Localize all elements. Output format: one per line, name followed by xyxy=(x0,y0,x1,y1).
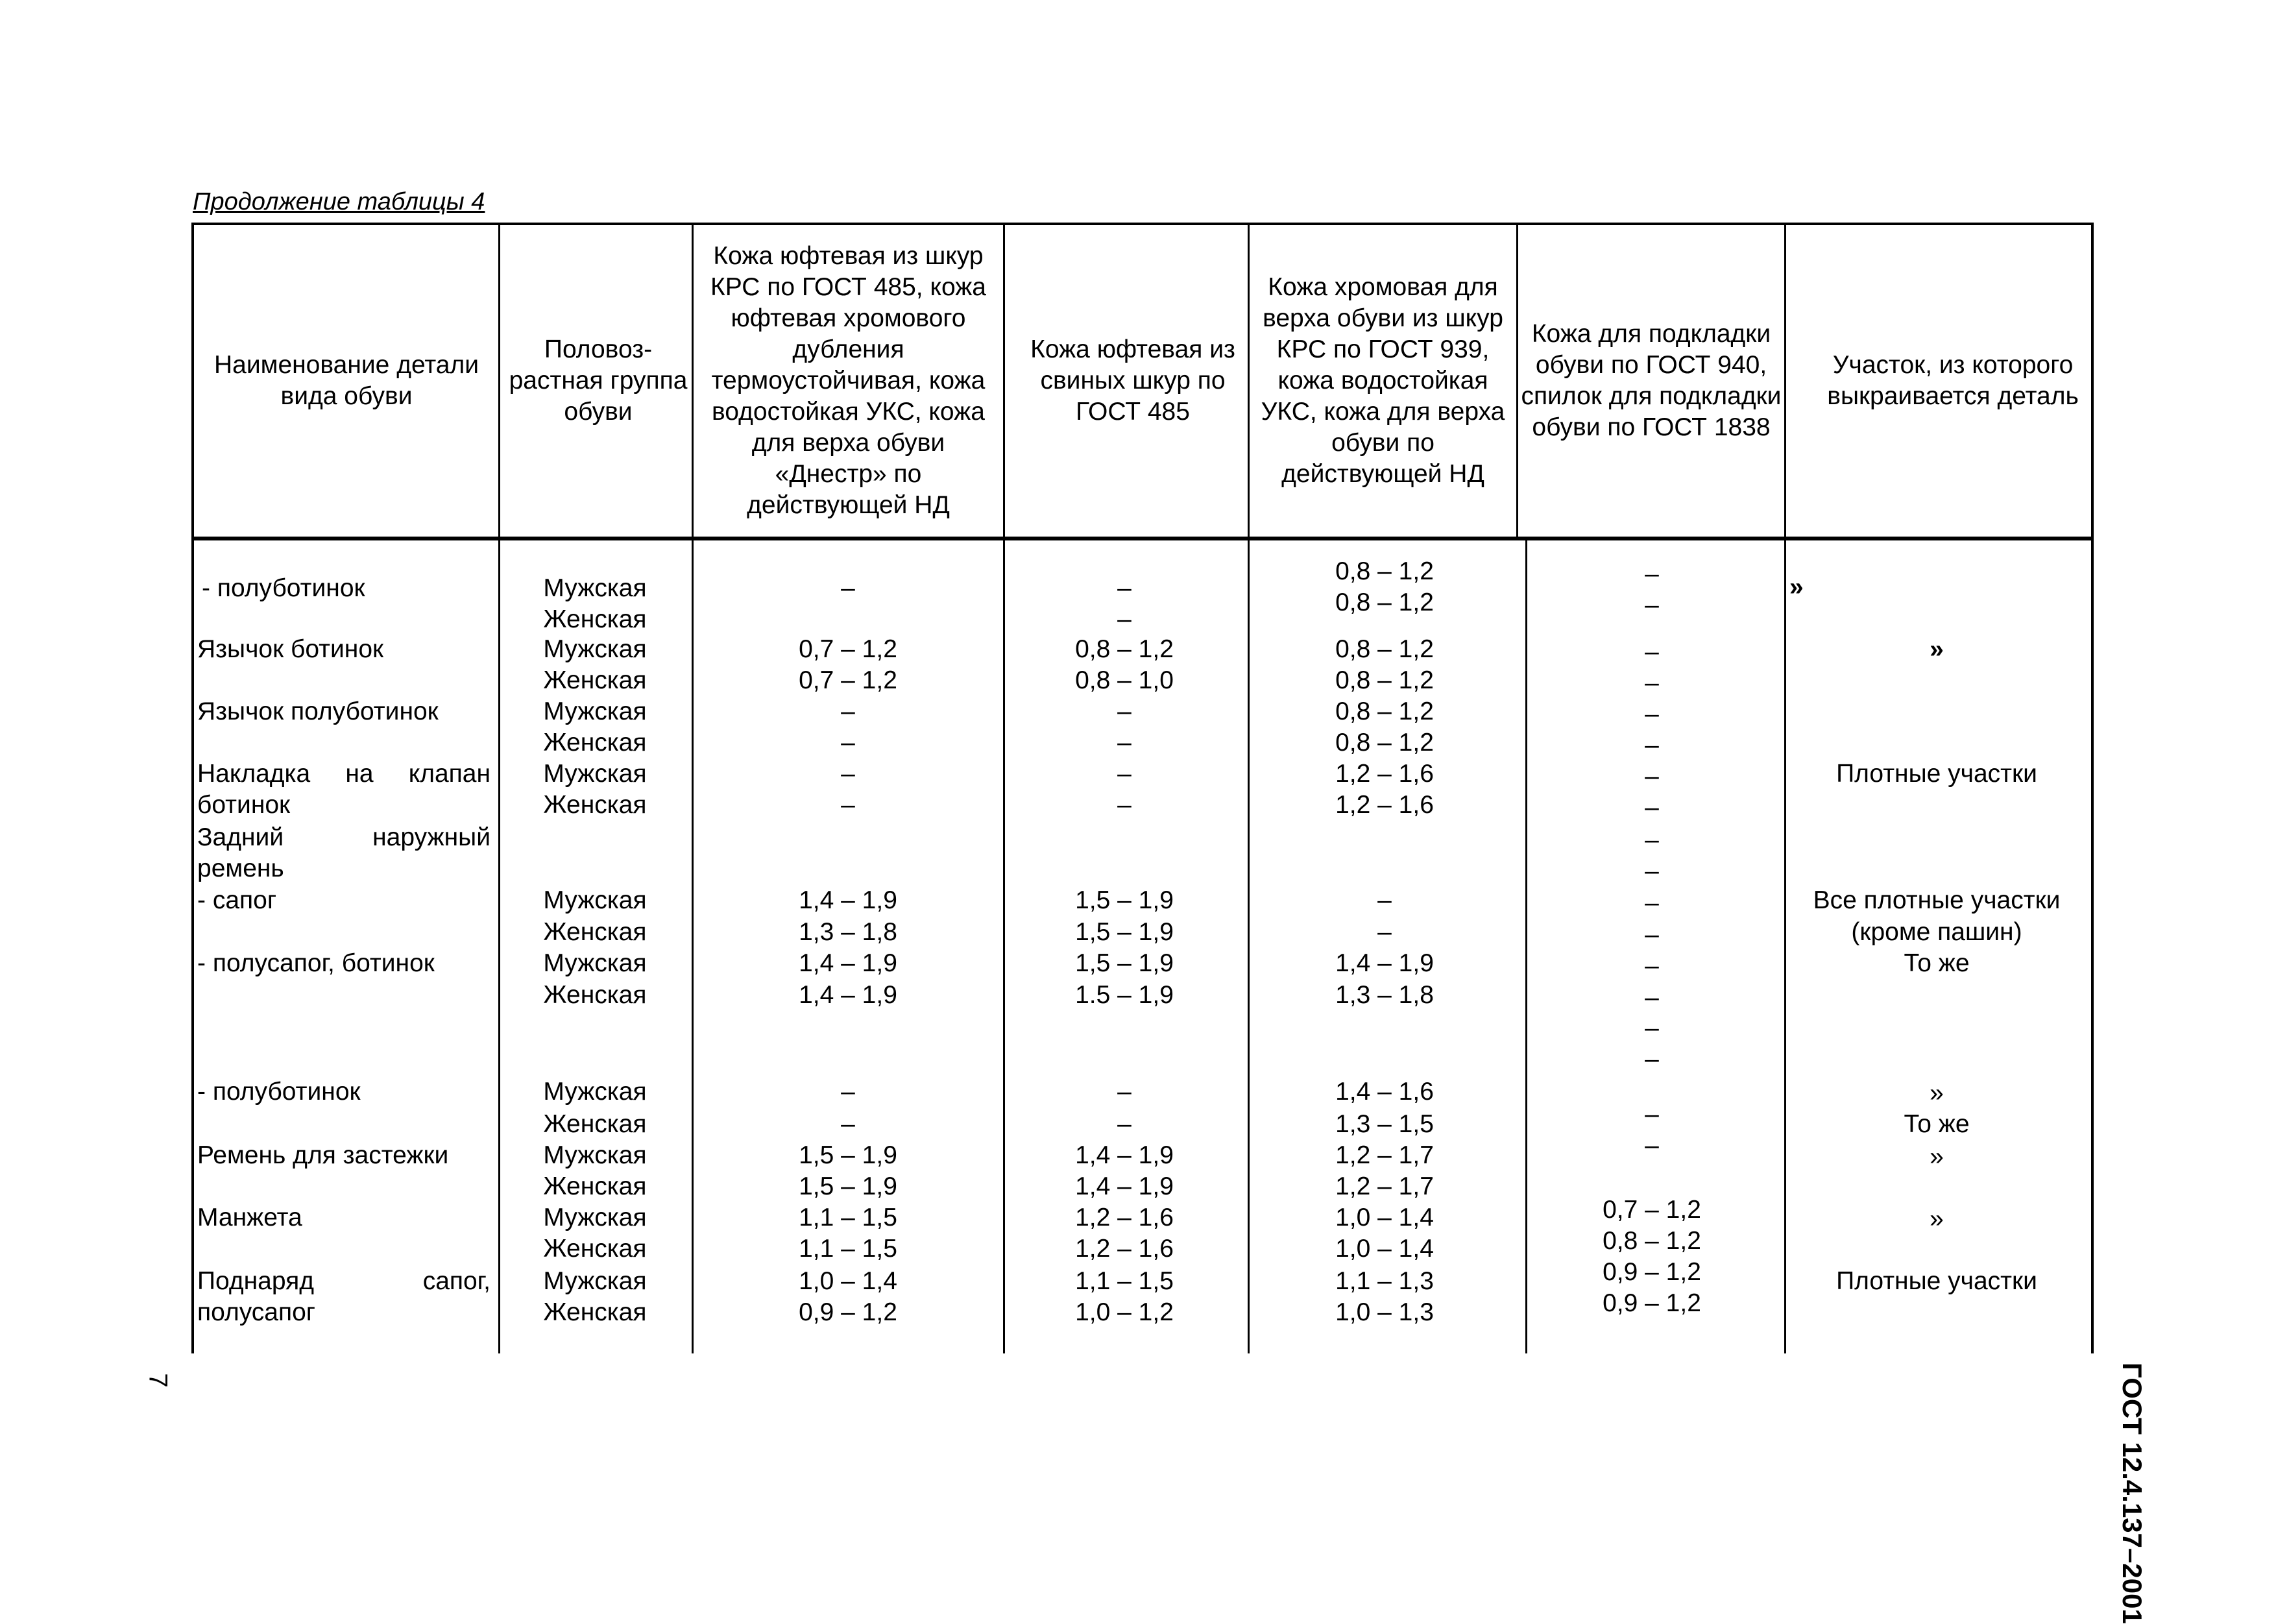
gender-group: Мужская xyxy=(543,574,647,602)
header-divider xyxy=(1784,223,1786,539)
thickness-value: – xyxy=(1117,574,1132,602)
header-cell: Наименование детали вида обуви xyxy=(214,351,479,410)
thickness-value: 0,8 – 1,2 xyxy=(1075,635,1174,663)
cut-area: Все плотные участки xyxy=(1813,886,2061,914)
header-cell: Кожа юфтевая из шкур КРС по ГОСТ 485, кожа юфтевая хромового дубления термоустойчивая, кожа водостойкая УКС, кожа для верха обуви «Днестр» по действующей НД xyxy=(710,242,986,519)
thickness-value: 0,9 – 1,2 xyxy=(799,1298,897,1326)
lining-value: – xyxy=(1645,1132,1659,1159)
page-number: 7 xyxy=(143,1373,173,1388)
thickness-value: 1,0 – 1,4 xyxy=(1335,1204,1434,1231)
row-name: - полуботинок xyxy=(197,1078,361,1106)
thickness-value: – xyxy=(841,574,855,602)
row-name-justified: Поднаряд сапог, xyxy=(197,1267,490,1295)
body-top-border xyxy=(191,538,2094,540)
thickness-value: 1,4 – 1,9 xyxy=(1075,1141,1174,1169)
thickness-value: 1,0 – 1,4 xyxy=(1335,1235,1434,1263)
lining-value: 0,8 – 1,2 xyxy=(1603,1227,1701,1255)
gender-group: Женская xyxy=(543,791,647,819)
header-cell: Кожа для подкладки обуви по ГОСТ 940, спилок для подкладки обуви по ГОСТ 1838 xyxy=(1521,320,1782,441)
thickness-value: 1,4 – 1,9 xyxy=(1075,1172,1174,1200)
lining-value: 0,9 – 1,2 xyxy=(1603,1289,1701,1317)
thickness-value: 1,5 – 1,9 xyxy=(1075,886,1174,914)
thickness-value: 1,2 – 1,6 xyxy=(1075,1235,1174,1263)
row-name: - полусапог, ботинок xyxy=(197,949,435,977)
gender-group: Мужская xyxy=(543,1141,647,1169)
thickness-value: – xyxy=(1117,1078,1132,1106)
thickness-value: – xyxy=(1377,886,1392,914)
gender-group: Мужская xyxy=(543,1078,647,1106)
thickness-value: 1,5 – 1,9 xyxy=(1075,918,1174,946)
cut-area: » xyxy=(1930,635,1944,663)
header-divider xyxy=(498,223,500,539)
thickness-value: 1,4 – 1,9 xyxy=(799,949,897,977)
body-divider xyxy=(191,538,194,1353)
row-name: Манжета xyxy=(197,1204,302,1231)
gender-group: Мужская xyxy=(543,1204,647,1231)
header-cell: Кожа хромовая для верха обуви из шкур КРС по ГОСТ 939, кожа водостойкая УКС, кожа для верха обуви по действующей НД xyxy=(1261,273,1505,488)
gender-group: Женская xyxy=(543,1298,647,1326)
gender-group: Женская xyxy=(543,918,647,946)
lining-value: – xyxy=(1645,731,1659,759)
table-caption: Продолжение таблицы 4 xyxy=(193,188,485,215)
row-name: ботинок xyxy=(197,791,291,819)
thickness-value: 1,5 – 1,9 xyxy=(799,1141,897,1169)
header-cell: Участок, из которого выкраивается деталь xyxy=(1827,351,2079,410)
cut-area: То же xyxy=(1904,949,1970,977)
thickness-value: – xyxy=(1377,918,1392,946)
thickness-value: – xyxy=(1117,697,1132,725)
row-name: - сапог xyxy=(197,886,277,914)
gender-group: Женская xyxy=(543,981,647,1009)
lining-value: – xyxy=(1645,591,1659,619)
body-divider xyxy=(692,538,694,1353)
thickness-value: 1,0 – 1,2 xyxy=(1075,1298,1174,1326)
lining-value: – xyxy=(1645,1100,1659,1128)
standard-code: ГОСТ 12.4.137–2001 xyxy=(2117,1363,2148,1624)
lining-value: 0,9 – 1,2 xyxy=(1603,1258,1701,1286)
gender-group: Мужская xyxy=(543,760,647,788)
gender-group: Женская xyxy=(543,1110,647,1138)
thickness-value: 0,8 – 1,2 xyxy=(1335,588,1434,616)
row-name-justified: Накладка на клапан xyxy=(197,760,490,788)
lining-value: – xyxy=(1645,889,1659,917)
gender-group: Женская xyxy=(543,605,647,633)
cut-area: » xyxy=(1789,573,1804,601)
thickness-value: – xyxy=(1117,605,1132,633)
lining-value: 0,7 – 1,2 xyxy=(1603,1196,1701,1224)
lining-value: – xyxy=(1645,1014,1659,1042)
thickness-value: 1,2 – 1,7 xyxy=(1335,1141,1434,1169)
thickness-value: 1,1 – 1,3 xyxy=(1335,1267,1434,1295)
lining-value: – xyxy=(1645,1045,1659,1073)
gender-group: Мужская xyxy=(543,886,647,914)
gender-group: Женская xyxy=(543,1172,647,1200)
thickness-value: – xyxy=(1117,791,1132,819)
thickness-value: 1,5 – 1,9 xyxy=(1075,949,1174,977)
thickness-value: – xyxy=(841,697,855,725)
thickness-value: 1,3 – 1,8 xyxy=(1335,981,1434,1009)
row-name: ремень xyxy=(197,854,284,882)
body-divider xyxy=(1248,538,1250,1353)
cut-area: Плотные участки xyxy=(1836,1267,2037,1295)
thickness-value: 0,8 – 1,2 xyxy=(1335,729,1434,757)
row-name-justified: Задний наружный xyxy=(197,823,490,851)
header-divider xyxy=(1003,223,1005,539)
lining-value: – xyxy=(1645,560,1659,588)
gender-group: Женская xyxy=(543,666,647,694)
lining-value: – xyxy=(1645,669,1659,697)
thickness-value: – xyxy=(841,1078,855,1106)
thickness-value: 1,0 – 1,3 xyxy=(1335,1298,1434,1326)
body-divider xyxy=(1784,538,1786,1353)
thickness-value: 1,4 – 1,9 xyxy=(799,981,897,1009)
body-divider xyxy=(2091,538,2094,1353)
thickness-value: 1,4 – 1,9 xyxy=(799,886,897,914)
thickness-value: 0,8 – 1,2 xyxy=(1335,666,1434,694)
header-cell: Кожа юфтевая из свиных шкур по ГОСТ 485 xyxy=(1030,335,1235,426)
thickness-value: 0,8 – 1,2 xyxy=(1335,557,1434,585)
row-name: Язычок полуботинок xyxy=(197,697,439,725)
thickness-value: 1,5 – 1,9 xyxy=(799,1172,897,1200)
gender-group: Мужская xyxy=(543,635,647,663)
gender-group: Мужская xyxy=(543,1267,647,1295)
thickness-value: 1,1 – 1,5 xyxy=(799,1204,897,1231)
cut-area: Плотные участки xyxy=(1836,760,2037,788)
lining-value: – xyxy=(1645,952,1659,980)
row-name: полусапог xyxy=(197,1298,315,1326)
lining-value: – xyxy=(1645,794,1659,821)
thickness-value: 1,4 – 1,9 xyxy=(1335,949,1434,977)
thickness-value: – xyxy=(1117,1110,1132,1138)
thickness-value: – xyxy=(841,760,855,788)
row-name: - полуботинок xyxy=(202,574,365,602)
thickness-value: 1,2 – 1,6 xyxy=(1075,1204,1174,1231)
thickness-value: – xyxy=(841,729,855,757)
thickness-value: – xyxy=(841,1110,855,1138)
cut-area: » xyxy=(1930,1079,1944,1107)
cut-area: То же xyxy=(1904,1110,1970,1138)
thickness-value: 1,1 – 1,5 xyxy=(1075,1267,1174,1295)
gender-group: Мужская xyxy=(543,697,647,725)
lining-value: – xyxy=(1645,762,1659,790)
lining-value: – xyxy=(1645,826,1659,854)
thickness-value: 0,7 – 1,2 xyxy=(799,635,897,663)
gender-group: Женская xyxy=(543,1235,647,1263)
lining-value: – xyxy=(1645,921,1659,949)
thickness-value: – xyxy=(1117,729,1132,757)
cut-area: » xyxy=(1930,1205,1944,1233)
body-divider xyxy=(498,538,500,1353)
thickness-value: 1.5 – 1,9 xyxy=(1075,981,1174,1009)
thickness-value: 1,1 – 1,5 xyxy=(799,1235,897,1263)
thickness-value: – xyxy=(1117,760,1132,788)
thickness-value: 1,4 – 1,6 xyxy=(1335,1078,1434,1106)
lining-value: – xyxy=(1645,857,1659,885)
thickness-value: 1,2 – 1,7 xyxy=(1335,1172,1434,1200)
thickness-value: 1,0 – 1,4 xyxy=(799,1267,897,1295)
lining-value: – xyxy=(1645,700,1659,728)
gender-group: Женская xyxy=(543,729,647,757)
thickness-value: 0,8 – 1,2 xyxy=(1335,635,1434,663)
row-name: Ремень для застежки xyxy=(197,1141,449,1169)
body-divider xyxy=(1525,538,1527,1353)
body-divider xyxy=(1003,538,1005,1353)
cut-area: » xyxy=(1930,1143,1944,1170)
row-name: Язычок ботинок xyxy=(197,635,384,663)
thickness-value: 1,2 – 1,6 xyxy=(1335,760,1434,788)
thickness-value: 1,3 – 1,8 xyxy=(799,918,897,946)
thickness-value: 1,2 – 1,6 xyxy=(1335,791,1434,819)
thickness-value: 0,7 – 1,2 xyxy=(799,666,897,694)
lining-value: – xyxy=(1645,984,1659,1012)
thickness-value: 1,3 – 1,5 xyxy=(1335,1110,1434,1138)
lining-value: – xyxy=(1645,638,1659,666)
header-cell: Половоз-растная группа обуви xyxy=(509,335,688,426)
gender-group: Мужская xyxy=(543,949,647,977)
cut-area: (кроме пашин) xyxy=(1851,918,2022,946)
thickness-value: 0,8 – 1,0 xyxy=(1075,666,1174,694)
thickness-value: 0,8 – 1,2 xyxy=(1335,697,1434,725)
thickness-value: – xyxy=(841,791,855,819)
